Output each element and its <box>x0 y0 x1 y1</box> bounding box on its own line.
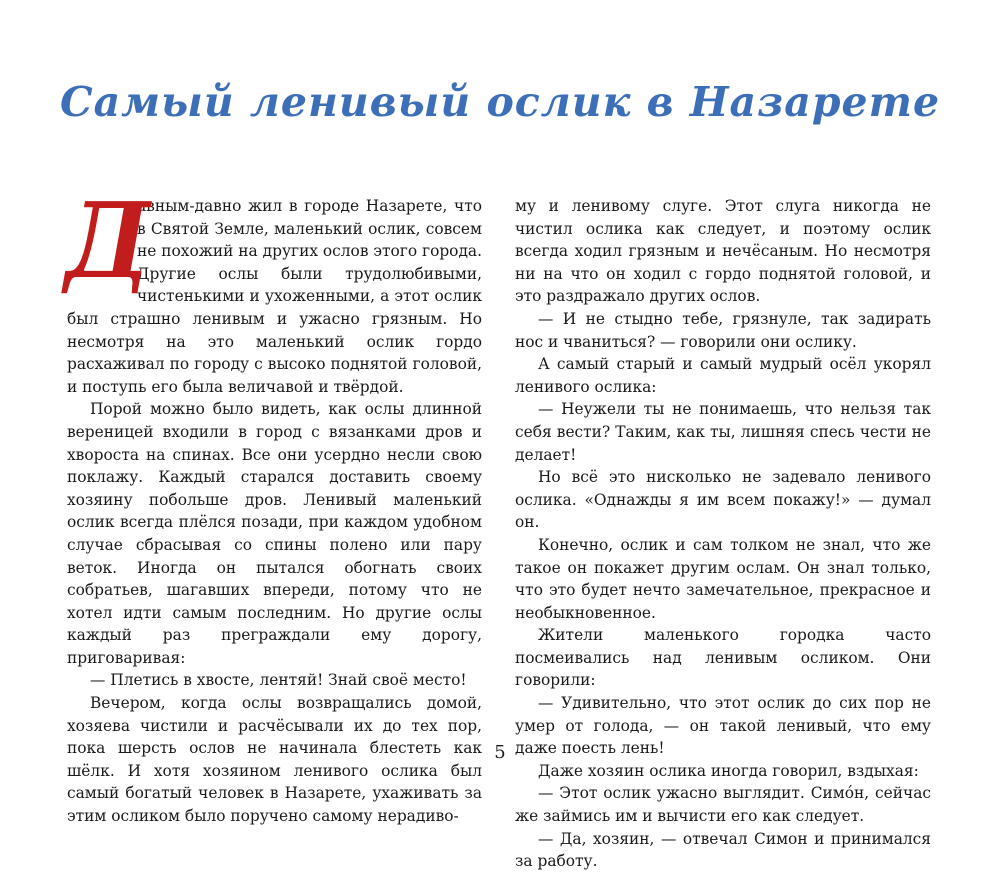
paragraph: Даже хозяин ослика иногда говорил, вздыхая: <box>538 761 919 780</box>
paragraph: Конечно, ослик и сам толком не знал, что же такое он покажет другим ослам. Он знал только, что это будет нечто замечательное, прекрасное и необыкновенное. <box>515 535 931 622</box>
paragraph: — И не стыдно тебе, грязнуле, так задирать нос и чваниться? — говорили они ослику. <box>515 309 931 351</box>
paragraph: — Удивительно, что этот ослик до сих пор не умер от голода, — он такой ленивый, что ему даже поесть лень! <box>515 694 931 758</box>
paragraph: — Плетись в хвосте, лентяй! Знай своё место! <box>90 671 467 690</box>
paragraph: Но всё это нисколько не задевало ленивого ослика. «Однажды я им всем покажу!» — думал он. <box>515 468 931 532</box>
page-title: Самый ленивый ослик в Назарете <box>59 78 941 126</box>
paragraph-text: авным-давно жил в городе Назарете, что в Святой Земле, маленький ослик, совсем не похожий на других ослов этого города. Другие ослы были трудолюбивыми, чистенькими и ухоженными, а этот ослик был страшно ленивым и ужасно грязным. Но несмотря на это маленький ослик гордо расхаживал по городу с высоко поднятой головой, и поступь его была величавой и твёрдой. <box>67 197 482 396</box>
drop-cap: Д <box>65 179 151 302</box>
paragraph: — Да, хозяин, — отвечал Симон и принимался за работу. <box>515 829 931 871</box>
paragraph: — Неужели ты не понимаешь, что нельзя так себя вести? Таким, как ты, лишняя спесь чести не делает! <box>515 400 931 464</box>
paragraph: — Этот ослик ужасно выглядит. Симóн, сейчас же займись им и вычисти его как следует. <box>515 784 931 826</box>
paragraph: Жители маленького городка часто посмеивались над ленивым осликом. Они говорили: <box>515 626 931 690</box>
right-text-column <box>515 195 931 873</box>
page-number: 5 <box>494 742 506 763</box>
paragraph: А самый старый и самый мудрый осёл укорял ленивого ослика: <box>515 355 931 396</box>
paragraph: Порой можно было видеть, как ослы длинной вереницей входили в город с вязанками дров и хвороста на спинах. Все они усердно несли свою поклажу. Каждый старался доставить своему хозяину побольше дров. Ленивый маленький ослик всегда плёлся позади, при каждом удобном случае сбрасывая со спины полено или пару веток. Иногда он пытался обогнать своих собратьев, шагавших впереди, потому что не хотел идти самым последним. Но другие ослы каждый раз преграждали ему дорогу, приговаривая: <box>67 400 482 667</box>
paragraph-continuation: му и ленивому слуге. Этот слуга никогда не чистил ослика как следует, и поэтому ослик всегда ходил грязным и нечёсаным. Но несмотря ни на что он ходил с гордо поднятой головой, и это раздражало других ослов. <box>515 197 931 306</box>
paragraph: Вечером, когда ослы возвращались домой, хозяева чистили и расчёсывали их до тех пор, пока шерсть ослов не начинала блестеть как шёлк. И хотя хозяином ленивого ослика был самый богатый человек в Назарете, ухаживать за этим осликом было поручено самому нерадиво- <box>67 694 482 826</box>
left-text-column <box>65 179 482 828</box>
paragraph <box>65 179 482 398</box>
